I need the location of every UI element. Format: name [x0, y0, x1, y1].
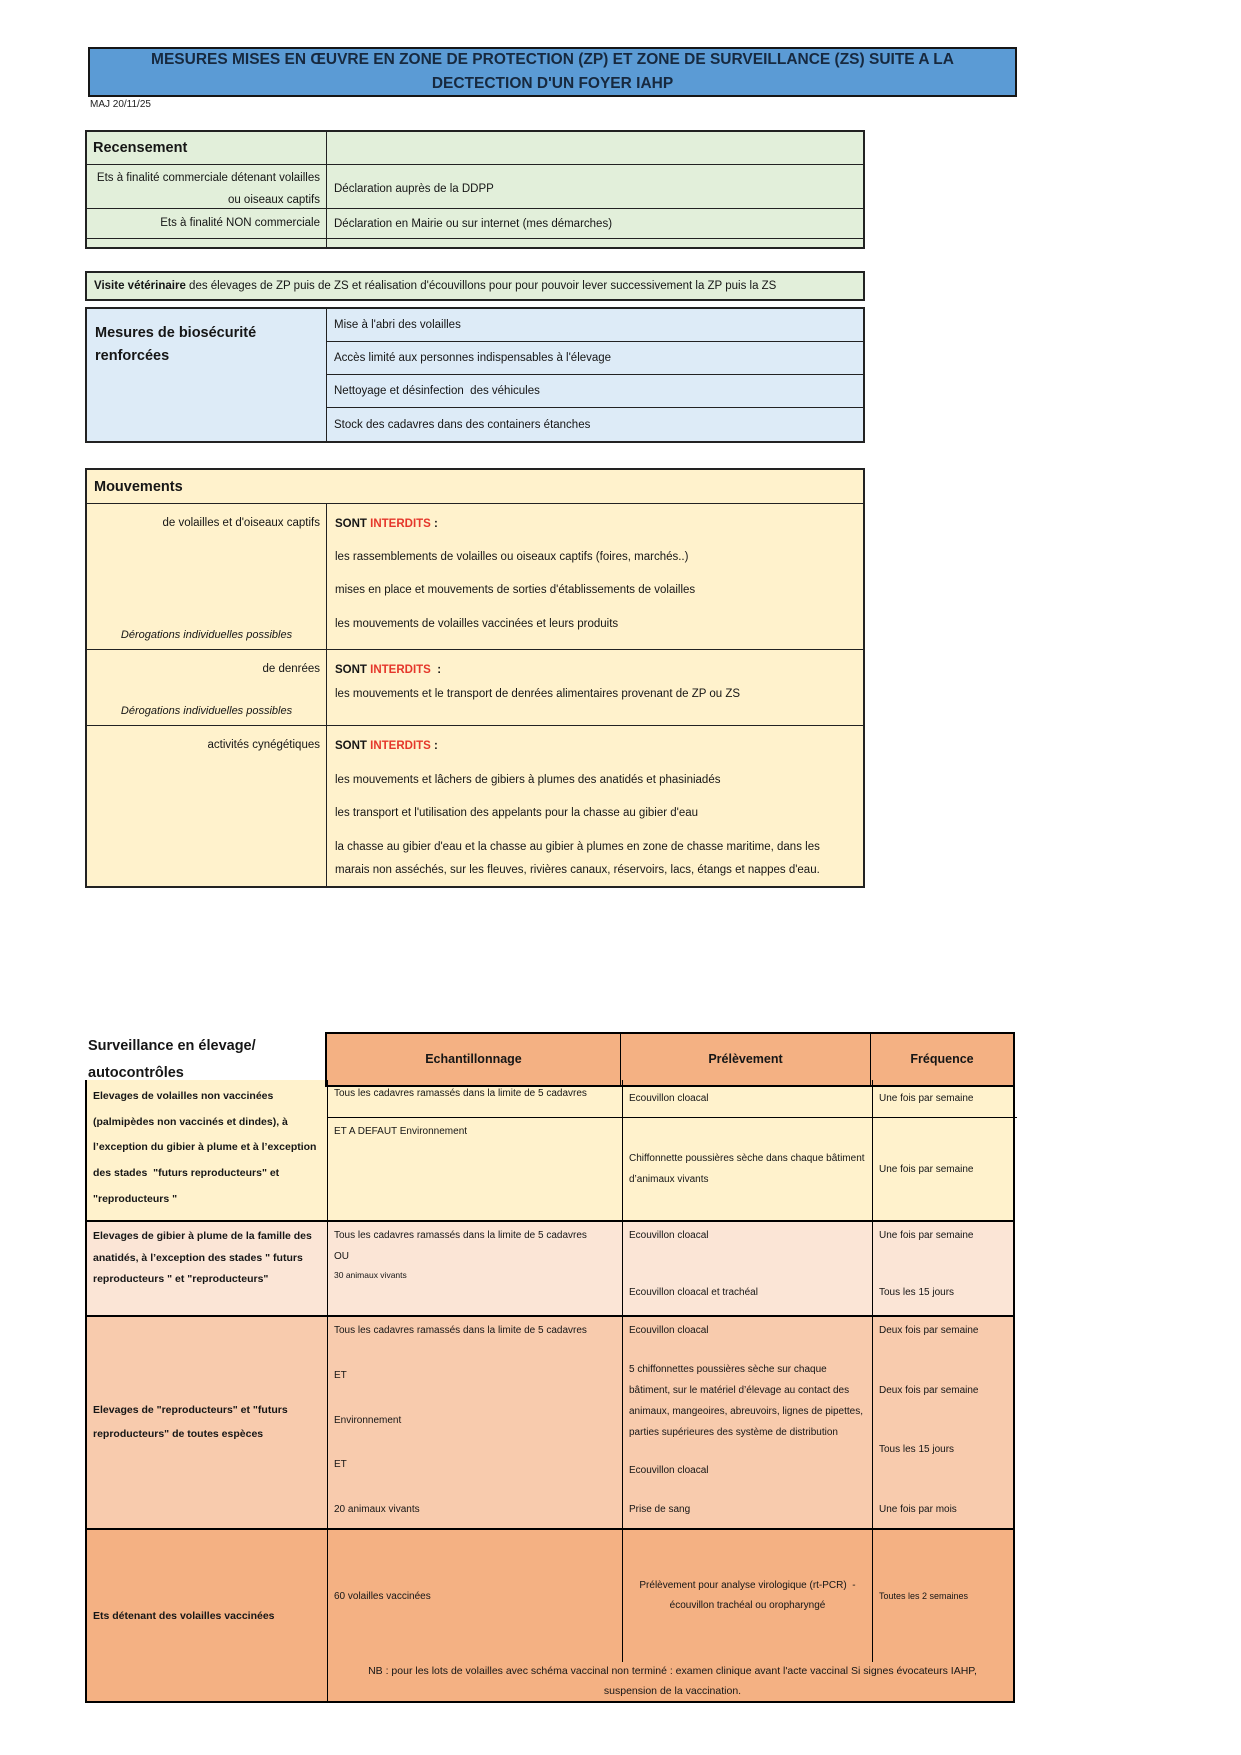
recensement-header: Recensement [87, 132, 327, 164]
recensement-row2-label: Ets à finalité NON commerciale [87, 209, 327, 238]
list-item: mises en place et mouvements de sorties d'établissements de volailles [335, 584, 696, 597]
nb-note: NB : pour les lots de volailles avec schéma vaccinal non terminé : examen clinique avant l'acte vaccinal Si signes évocateurs IAHP, suspension de la vaccination. [327, 1662, 1017, 1702]
echantillonnage-text: Tous les cadavres ramassés dans la limite de 5 cadavres [334, 1230, 587, 1241]
surveillance-title [85, 1032, 325, 1087]
recensement-empty-label-cell [87, 239, 327, 247]
frequence-text: Deux fois par semaine [879, 1384, 979, 1396]
document-title-banner [88, 47, 1017, 97]
column-header-frequence: Fréquence [870, 1032, 1015, 1087]
recensement-row1-value: Déclaration auprès de la DDPP [334, 183, 494, 196]
echantillonnage-cell: Tous les cadavres ramassés dans la limite de 5 cadavres [327, 1080, 622, 1118]
et-separator: ET [334, 1369, 347, 1381]
biosecurite-item: Stock des cadavres dans des containers étanches [334, 418, 591, 431]
echantillonnage-text: Tous les cadavres ramassés dans la limite de 5 cadavres [334, 1325, 587, 1336]
echantillonnage-cell [327, 1222, 622, 1315]
mouvements-row-volailles-content [327, 504, 863, 649]
title-line-2: DECTECTION D'UN FOYER IAHP [431, 75, 674, 92]
mouvements-row-volailles [87, 504, 863, 650]
frequence-cell: Une fois par semaine [872, 1080, 1017, 1118]
visite-veterinaire-text: des élevages de ZP puis de ZS et réalisation d'écouvillons pour pour pouvoir lever successivement la ZP puis la ZS [185, 280, 777, 292]
surveillance-row-non-vaccinees [85, 1080, 1015, 1222]
list-item: les mouvements et le transport de denrées alimentaires provenant de ZP ou ZS [335, 687, 741, 700]
recensement-row2-value: Déclaration en Mairie ou sur internet (mes démarches) [334, 217, 613, 230]
prelevement-text: Prise de sang [629, 1503, 691, 1515]
prelevement-text: Ecouvillon cloacal et trachéal [629, 1287, 758, 1298]
row-label: Elevages de gibier à plume de la famille des anatidés, à l’exception des stades " futurs reproducteurs " et "reproducteurs" [93, 1230, 315, 1286]
frequence-text: Une fois par semaine [879, 1230, 974, 1241]
echantillonnage-cell [327, 1317, 622, 1528]
recensement-header-row [87, 132, 863, 165]
derogation-note: Dérogations individuelles possibles [120, 705, 293, 717]
row-label: activités cynégétiques [207, 739, 320, 751]
list-item: la chasse au gibier d'eau et la chasse au gibier à plumes en zone de chasse maritime, dans les marais non asséchés, sur les fleuves, rivières canaux, réservoirs, lacs, étangs et nappes d'eau. [335, 841, 820, 876]
prelevement-text: Ecouvillon cloacal [629, 1230, 709, 1241]
column-header-echantillonnage: Echantillonnage [325, 1032, 620, 1087]
visite-veterinaire-label: Visite vétérinaire [94, 280, 186, 292]
row-label: de denrées [262, 663, 320, 675]
interdits-text: INTERDITS [370, 740, 431, 752]
frequence-text: Tous les 15 jours [879, 1444, 955, 1456]
sont-text: SONT [335, 664, 367, 676]
interdits-line [335, 659, 855, 681]
visite-veterinaire-row [85, 271, 865, 301]
interdits-line [335, 735, 855, 757]
surveillance-table [85, 1032, 1015, 1703]
mouvements-header: Mouvements [87, 470, 863, 504]
biosecurite-table [85, 307, 865, 443]
frequence-text: Une fois par mois [879, 1503, 957, 1515]
row-label: Elevages de "reproducteurs" et "futurs reproducteurs" de toutes espèces [93, 1404, 291, 1440]
recensement-table [85, 130, 865, 249]
biosecurite-header: Mesures de biosécurité renforcées [87, 309, 327, 441]
mouvements-row-cynegetiques [87, 726, 863, 886]
mouvements-row-cynegetiques-content [327, 726, 863, 886]
frequence-text: Deux fois par semaine [879, 1325, 979, 1336]
frequence-cell [872, 1222, 1017, 1315]
prelevement-cell: Prélèvement pour analyse virologique (rt-PCR) - écouvillon trachéal ou oropharyngé [622, 1530, 872, 1662]
colon-text: : [430, 664, 442, 676]
title-line-1: MESURES MISES EN ŒUVRE EN ZONE DE PROTECTION (ZP) ET ZONE DE SURVEILLANCE (ZS) SUITE A LA [151, 50, 954, 68]
prelevement-cell: Ecouvillon cloacal [622, 1080, 872, 1118]
surveillance-title-line-1: Surveillance en élevage/ [88, 1038, 256, 1054]
frequence-text: Tous les 15 jours [879, 1287, 955, 1298]
recensement-empty-row [87, 239, 863, 247]
echantillonnage-cell: ET A DEFAUT Environnement [327, 1118, 622, 1220]
biosecurite-item: Mise à l'abri des volailles [327, 309, 863, 342]
mouvements-row-denrees [87, 650, 863, 726]
mouvements-row-denrees-content [327, 650, 863, 725]
surveillance-row-vaccinees [85, 1530, 1015, 1703]
list-item: les transport et l'utilisation des appelants pour la chasse au gibier d'eau [335, 807, 699, 820]
recensement-header-empty-cell [327, 132, 863, 164]
row-label: de volailles et d'oiseaux captifs [162, 517, 320, 529]
mouvements-row-denrees-label-cell [87, 650, 327, 725]
colon-text: : [430, 518, 438, 530]
echantillonnage-detail: 30 animaux vivants [334, 1270, 407, 1280]
list-item: les rassemblements de volailles ou oiseaux captifs (foires, marchés..) [335, 551, 689, 564]
prelevement-text: Ecouvillon cloacal [629, 1465, 709, 1477]
surveillance-row-reproducteurs [85, 1317, 1015, 1530]
recensement-row1-label: Ets à finalité commerciale détenant volailles ou oiseaux captifs [87, 165, 327, 214]
derogation-note: Dérogations individuelles possibles [120, 629, 293, 641]
mouvements-row-cynegetiques-label-cell [87, 726, 327, 886]
prelevement-cell: Chiffonnette poussières sèche dans chaque bâtiment d’animaux vivants [622, 1118, 872, 1220]
mouvements-row-volailles-label-cell [87, 504, 327, 649]
et-separator: ET [334, 1459, 347, 1471]
list-item: les mouvements de volailles vaccinées et leurs produits [335, 617, 619, 630]
prelevement-text: 5 chiffonnettes poussières sèche sur chaque bâtiment, sur le matériel d’élevage au contact des animaux, mangeoires, abreuvoirs, lignes de pipettes, parties supérieures des système de distribution [629, 1363, 866, 1438]
interdits-line [335, 513, 855, 535]
recensement-empty-value-cell [327, 239, 863, 247]
surveillance-row-gibier [85, 1222, 1015, 1317]
echantillonnage-cell: 60 volailles vaccinées [327, 1530, 622, 1662]
sont-text: SONT [335, 518, 367, 530]
echantillonnage-detail: 20 animaux vivants [334, 1504, 420, 1515]
frequence-cell [872, 1317, 1017, 1528]
mouvements-table [85, 468, 865, 888]
prelevement-cell [622, 1222, 872, 1315]
sont-text: SONT [335, 740, 367, 752]
surveillance-title-line-2: autocontrôles [88, 1064, 184, 1081]
last-updated-note: MAJ 20/11/25 [90, 99, 151, 110]
frequence-cell: Une fois par semaine [872, 1118, 1017, 1220]
frequence-cell: Toutes les 2 semaines [872, 1530, 1017, 1662]
echantillonnage-text: Environnement [334, 1414, 402, 1426]
column-header-prelevement: Prélèvement [620, 1032, 870, 1087]
colon-text: : [430, 740, 438, 752]
biosecurite-item: Accès limité aux personnes indispensables à l'élevage [327, 342, 863, 375]
prelevement-text: Ecouvillon cloacal [629, 1325, 709, 1336]
ou-separator: OU [334, 1251, 349, 1262]
interdits-text: INTERDITS [370, 664, 431, 676]
row-label: Elevages de volailles non vaccinées (palmipèdes non vaccinés et dindes), à l’exception du gibier à plume et à l’exception des stades "futurs reproducteurs" et "reproducteurs " [93, 1090, 320, 1205]
biosecurite-item: Nettoyage et désinfection des véhicules [327, 375, 863, 408]
interdits-text: INTERDITS [370, 518, 431, 530]
prelevement-cell [622, 1317, 872, 1528]
table-row [87, 165, 863, 209]
list-item: les mouvements et lâchers de gibiers à plumes des anatidés et phasiniadés [335, 773, 721, 786]
table-row [87, 209, 863, 239]
row-label: Ets détenant des volailles vaccinées [93, 1609, 275, 1622]
surveillance-header-row [85, 1032, 1015, 1080]
